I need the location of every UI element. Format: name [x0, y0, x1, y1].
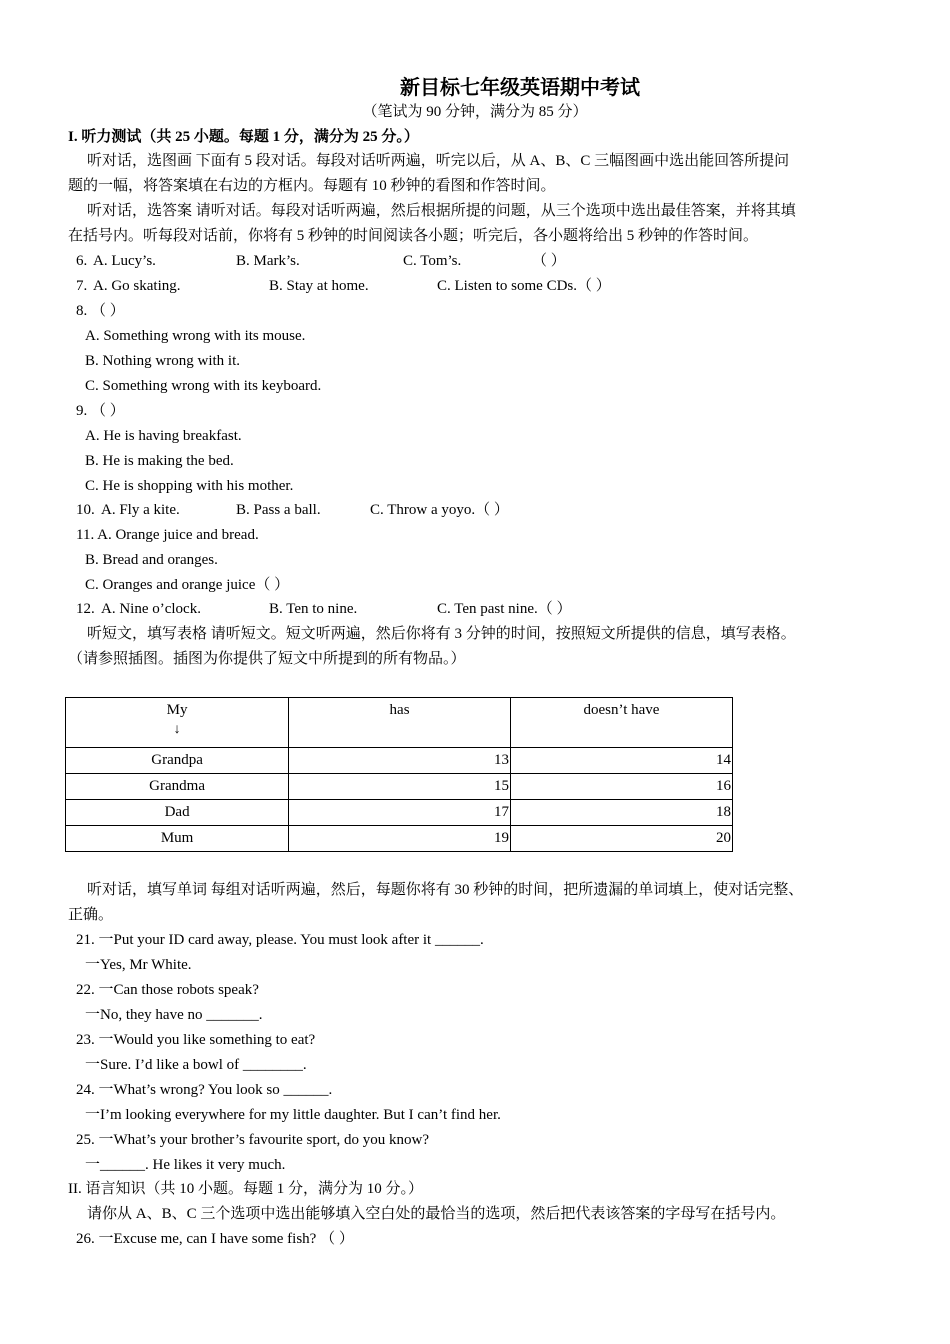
question-10-number: 10.	[76, 502, 95, 518]
question-10-option-c: C. Throw a yoyo.（ ）	[370, 502, 509, 518]
question-11-option-a: 11. A. Orange juice and bread.	[76, 527, 259, 543]
part-3-instruction-line-1: 听短文，填写表格 请听短文。短文听两遍，然后你将有 3 分钟的时间，按照短文所提供的信息，填写表格。	[87, 626, 796, 642]
exam-title: 新目标七年级英语期中考试	[400, 77, 640, 99]
question-23-line-b: 一Sure. I’d like a bowl of ________.	[85, 1057, 307, 1073]
table-row	[66, 800, 733, 826]
part-2-instruction-line-2: 在括号内。听每段对话前，你将有 5 秒钟的时间阅读各小题；听完后，各小题将给出 5 秒钟的作答时间。	[68, 228, 759, 244]
question-25-line-a: 25. 一What’s your brother’s favourite sport, do you know?	[76, 1132, 429, 1148]
row-doesnt-have-blank-number: 16	[510, 774, 732, 800]
row-member-name: Grandpa	[66, 748, 289, 774]
table-header-has: has	[289, 698, 511, 748]
question-9-option-c: C. He is shopping with his mother.	[85, 478, 294, 494]
down-arrow-icon: ↓	[173, 722, 181, 737]
question-11-option-c: C. Oranges and orange juice（ ）	[85, 577, 290, 593]
section-2-heading: II. 语言知识（共 10 小题。每题 1 分，满分为 10 分。）	[68, 1181, 423, 1197]
question-8-option-c: C. Something wrong with its keyboard.	[85, 378, 322, 394]
question-9-option-a: A. He is having breakfast.	[85, 428, 242, 444]
question-7-number: 7.	[76, 278, 88, 294]
question-7-option-b: B. Stay at home.	[269, 278, 369, 294]
table-row	[66, 748, 733, 774]
question-9-option-b: B. He is making the bed.	[85, 453, 234, 469]
part-4-instruction-line-1: 听对话，填写单词 每组对话听两遍，然后，每题你将有 30 秒钟的时间，把所遗漏的单词填上，使对话完整、	[87, 882, 804, 898]
part-3-instruction-line-2: （请参照插图。插图为你提供了短文中所提到的所有物品。）	[68, 651, 466, 667]
row-doesnt-have-blank-number: 18	[510, 800, 732, 826]
section-2-instruction: 请你从 A、B、C 三个选项中选出能够填入空白处的最恰当的选项，然后把代表该答案的字母写在括号内。	[87, 1206, 786, 1222]
question-23-line-a: 23. 一Would you like something to eat?	[76, 1032, 316, 1048]
question-12-number: 12.	[76, 601, 95, 617]
question-12-option-a: A. Nine o’clock.	[101, 601, 201, 617]
table-header-my	[66, 698, 289, 748]
question-8-stem: 8. （ ）	[76, 303, 125, 319]
family-items-table	[65, 697, 733, 852]
question-6-option-b: B. Mark’s.	[236, 253, 300, 269]
question-8-option-b: B. Nothing wrong with it.	[85, 353, 241, 369]
question-21-line-a: 21. 一Put your ID card away, please. You must look after it ______.	[76, 932, 484, 948]
question-26: 26. 一Excuse me, can I have some fish? （ ）	[76, 1231, 354, 1247]
question-7-option-c: C. Listen to some CDs.（ ）	[437, 278, 611, 294]
question-7-option-a: A. Go skating.	[93, 278, 181, 294]
question-22-line-a: 22. 一Can those robots speak?	[76, 982, 259, 998]
part-4-instruction-line-2: 正确。	[68, 907, 114, 923]
part-1-instruction-line-2: 题的一幅，将答案填在右边的方框内。每题有 10 秒钟的看图和作答时间。	[68, 178, 556, 194]
question-12-option-c: C. Ten past nine.（ ）	[437, 601, 572, 617]
question-24-line-b: 一I’m looking everywhere for my little daughter. But I can’t find her.	[85, 1107, 501, 1123]
exam-subtitle: （笔试为 90 分钟，满分为 85 分）	[362, 104, 588, 120]
question-10-option-a: A. Fly a kite.	[101, 502, 180, 518]
row-member-name: Dad	[66, 800, 289, 826]
question-8-option-a: A. Something wrong with its mouse.	[85, 328, 306, 344]
row-doesnt-have-blank-number: 14	[510, 748, 732, 774]
part-1-instruction-line-1: 听对话，选图画 下面有 5 段对话。每段对话听两遍，听完以后，从 A、B、C 三幅图画中选出能回答所提问	[87, 153, 790, 169]
table-header-my-label: My	[166, 702, 188, 718]
part-2-instruction-line-1: 听对话，选答案 请听对话。每段对话听两遍，然后根据所提的问题，从三个选项中选出最佳答案，并将其填	[87, 203, 796, 219]
table-row	[66, 826, 733, 852]
row-has-blank-number: 19	[289, 826, 511, 852]
section-1-heading: I. 听力测试（共 25 小题。每题 1 分，满分为 25 分。）	[68, 129, 419, 145]
row-member-name: Mum	[66, 826, 289, 852]
question-21-line-b: 一Yes, Mr White.	[85, 957, 192, 973]
row-has-blank-number: 13	[289, 748, 511, 774]
question-6-option-a: A. Lucy’s.	[93, 253, 156, 269]
question-6-option-c: C. Tom’s.	[403, 253, 462, 269]
question-22-line-b: 一No, they have no _______.	[85, 1007, 263, 1023]
question-25-line-b: 一______. He likes it very much.	[85, 1157, 286, 1173]
question-6-number: 6.	[76, 253, 88, 269]
row-doesnt-have-blank-number: 20	[510, 826, 732, 852]
table-header-row	[66, 698, 733, 748]
row-has-blank-number: 15	[289, 774, 511, 800]
table-row	[66, 774, 733, 800]
row-member-name: Grandma	[66, 774, 289, 800]
table-header-doesnt-have: doesn’t have	[510, 698, 732, 748]
question-12-option-b: B. Ten to nine.	[269, 601, 358, 617]
question-24-line-a: 24. 一What’s wrong? You look so ______.	[76, 1082, 333, 1098]
question-10-option-b: B. Pass a ball.	[236, 502, 321, 518]
row-has-blank-number: 17	[289, 800, 511, 826]
question-6-answer-blank: （ ）	[532, 253, 566, 269]
question-11-option-b: B. Bread and oranges.	[85, 552, 218, 568]
question-9-stem: 9. （ ）	[76, 403, 125, 419]
